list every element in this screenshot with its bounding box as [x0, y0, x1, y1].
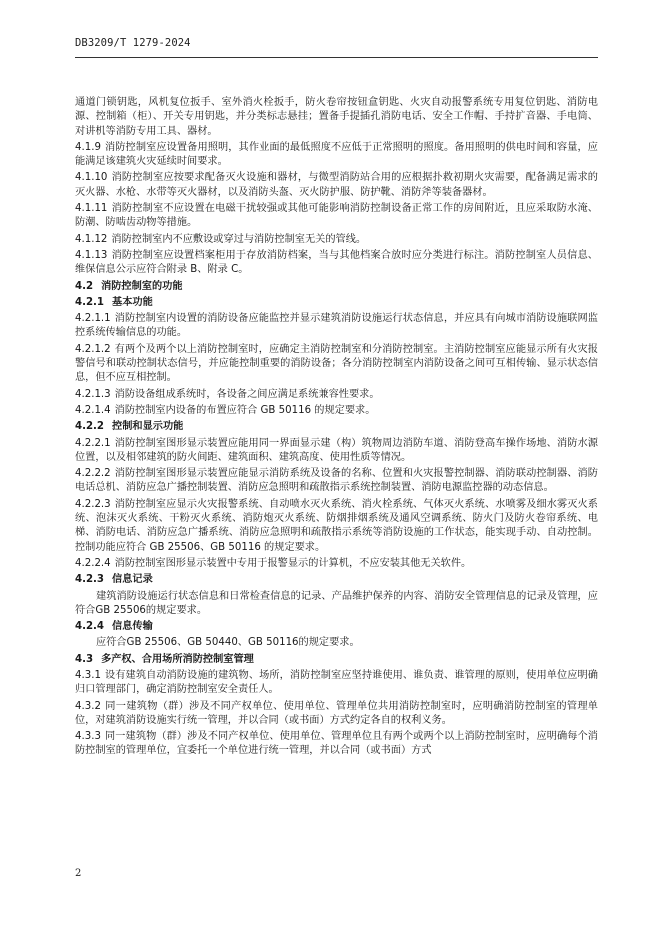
- clause-paragraph: [75, 312, 598, 341]
- clause-number: 4.3.1: [75, 669, 101, 681]
- clause-text: 消防控制室图形显示装置中专用于报警显示的计算机，不应安装其他无关软件。: [114, 557, 472, 569]
- clause-number: 4.2.1.2: [75, 343, 111, 355]
- clause-number: 4.2.2.3: [75, 498, 111, 510]
- clause-number: 4.1.10: [75, 172, 108, 184]
- clause-text: 消防控制室应设置备用照明，其作业面的最低照度不应低于正常照明的照度。备用照明的供电时间和容量，应能满足该建筑火灾延续时间要求。: [75, 141, 598, 168]
- body-paragraph: [75, 636, 598, 650]
- clause-text: 同一建筑物（群）涉及不同产权单位、使用单位、管理单位共用消防控制室时，应明确消防控制室的管理单位，对建筑消防设施实行统一管理，并以合同（或书面）方式约定各自的权利义务。: [75, 700, 598, 726]
- clause-number: 4.3: [75, 653, 94, 665]
- clause-number: 4.3.3: [75, 731, 101, 743]
- clause-paragraph: [75, 202, 598, 231]
- clause-number: 4.2.3: [75, 574, 105, 586]
- section-heading: [75, 620, 598, 634]
- clause-paragraph: [75, 557, 598, 571]
- clause-text: 设有建筑自动消防设施的建筑物、场所，消防控制室应坚持谁使用、谁负责、谁管理的原则，使用单位应明确归口管理部门，确定消防控制室安全责任人。: [75, 669, 598, 696]
- clause-text: 消防设备组成系统时，各设备之间应满足系统兼容性要求。: [114, 388, 380, 400]
- clause-paragraph: [75, 730, 598, 759]
- clause-text: 同一建筑物（群）涉及不同产权单位、使用单位、管理单位且有两个或两个以上消防控制室时，应明确每个消防控制室的管理单位，宜委托一个单位进行统一管理，并以合同（或书面）方式: [75, 731, 598, 757]
- clause-paragraph: [75, 96, 598, 139]
- section-heading: [75, 280, 598, 294]
- clause-text: 多产权、合用场所消防控制室管理: [101, 653, 254, 665]
- clause-paragraph: [75, 233, 598, 247]
- clause-number: 4.1.9: [75, 141, 101, 153]
- clause-paragraph: [75, 669, 598, 698]
- clause-number: 4.1.13: [75, 249, 108, 261]
- clause-text: 消防控制室图形显示装置应能显示消防系统及设备的名称、位置和火灾报警控制器、消防联动控制器、消防电话总机、消防应急广播控制装置、消防应急照明和疏散指示系统控制装置、消防电源监控器的动态信息。: [75, 468, 598, 494]
- document-body: [75, 96, 598, 761]
- clause-text: 消防控制室应设置档案柜用于存放消防档案，当与其他档案合放时应分类进行标注。消防控制室人员信息、维保信息公示应符合附录 B、附录 C。: [75, 249, 598, 276]
- page-number: 2: [75, 868, 82, 879]
- clause-paragraph: [75, 467, 598, 496]
- clause-number: 4.2.2.4: [75, 557, 111, 569]
- clause-number: 4.2.1.1: [75, 313, 111, 325]
- clause-paragraph: [75, 343, 598, 386]
- section-heading: [75, 653, 598, 667]
- clause-text: 有两个及两个以上消防控制室时，应确定主消防控制室和分消防控制室。主消防控制室应能显示所有火灾报警信号和联动控制状态信号，并应能控制重要的消防设备；各分消防控制室内消防设备之间可互相传输、显示状态信息，但不应互相控制。: [75, 343, 598, 384]
- clause-text: 建筑消防设施运行状态信息和日常检查信息的记录、产品维护保养的内容、消防安全管理信息的记录及管理，应符合GB 25506的规定要求。: [75, 590, 598, 616]
- clause-paragraph: [75, 388, 598, 402]
- section-heading: [75, 573, 598, 587]
- clause-paragraph: [75, 437, 598, 466]
- clause-text: 应符合GB 25506、GB 50440、GB 50116的规定要求。: [96, 637, 360, 649]
- clause-text: 消防控制室内设置的消防设备应能监控并显示建筑消防设施运行状态信息，并应具有向城市消防设施联网监控系统传输信息的功能。: [75, 313, 598, 339]
- clause-paragraph: [75, 171, 598, 200]
- section-heading: [75, 296, 598, 310]
- header-divider: [75, 57, 598, 58]
- clause-paragraph: [75, 498, 598, 555]
- clause-paragraph: [75, 141, 598, 170]
- clause-number: 4.2.2.1: [75, 437, 111, 449]
- clause-text: 消防控制室应按要求配备灭火设施和器材，与微型消防站合用的应根据扑救初期火灾需要，配备满足需求的灭火器、水枪、水带等灭火器材，以及消防头盔、灭火防护服、防护靴、消防斧等装备器材。: [75, 172, 598, 198]
- clause-text: 通道门锁钥匙，风机复位扳手、室外消火栓扳手，防火卷帘按钮盒钥匙、火灾自动报警系统专用复位钥匙、消防电源、控制箱（柜）、开关专用钥匙，并分类标志悬挂；置备手提插孔消防电话、安全工作帽、手持扩音器、手电筒、对讲机等消防专用工具、器材。: [75, 97, 598, 137]
- clause-text: 基本功能: [112, 296, 153, 308]
- clause-number: 4.2.2.2: [75, 468, 111, 480]
- clause-text: 消防控制室内设备的布置应符合 GB 50116 的规定要求。: [114, 404, 376, 416]
- clause-paragraph: [75, 404, 598, 418]
- clause-number: 4.2.2: [75, 421, 105, 433]
- clause-text: 信息传输: [112, 621, 153, 633]
- clause-text: 消防控制室内不应敷设或穿过与消防控制室无关的管线。: [111, 233, 367, 245]
- document-code: DB3209/T 1279-2024: [75, 37, 191, 49]
- clause-paragraph: [75, 700, 598, 729]
- clause-number: 4.2.1.4: [75, 404, 111, 416]
- clause-number: 4.2.4: [75, 621, 105, 633]
- clause-text: 控制和显示功能: [112, 421, 184, 433]
- clause-number: 4.2: [75, 280, 94, 292]
- clause-text: 消防控制室的功能: [101, 280, 183, 292]
- clause-paragraph: [75, 249, 598, 278]
- clause-text: 消防控制室应显示火灾报警系统、自动喷水灭火系统、消火栓系统、气体灭火系统、水喷雾及细水雾灭火系统、泡沫灭火系统、干粉灭火系统、消防炮灭火系统、防烟排烟系统及通风空调系统、防火门及防火卷帘系统、电梯、消防电话、消防应急广播系统、消防应急照明和疏散指示系统等消防设施的工作状态，能实现手动、自动控制。控制功能应符合 GB 25506、GB 50116 的规定要求。: [75, 498, 598, 553]
- clause-number: 4.1.12: [75, 233, 108, 245]
- clause-number: 4.1.11: [75, 203, 108, 215]
- clause-text: 消防控制室不应设置在电磁干扰较强或其他可能影响消防控制设备正常工作的房间附近，且应采取防水淹、防潮、防啮齿动物等措施。: [75, 203, 598, 229]
- body-paragraph: [75, 590, 598, 619]
- clause-text: 信息记录: [112, 574, 153, 586]
- clause-number: 4.2.1.3: [75, 388, 111, 400]
- section-heading: [75, 420, 598, 434]
- clause-number: 4.2.1: [75, 296, 105, 308]
- clause-number: 4.3.2: [75, 700, 101, 712]
- clause-text: 消防控制室图形显示装置应能用同一界面显示建（构）筑物周边消防车道、消防登高车操作场地、消防水源位置，以及相邻建筑的防火间距、建筑面积、建筑高度、使用性质等情况。: [75, 437, 598, 463]
